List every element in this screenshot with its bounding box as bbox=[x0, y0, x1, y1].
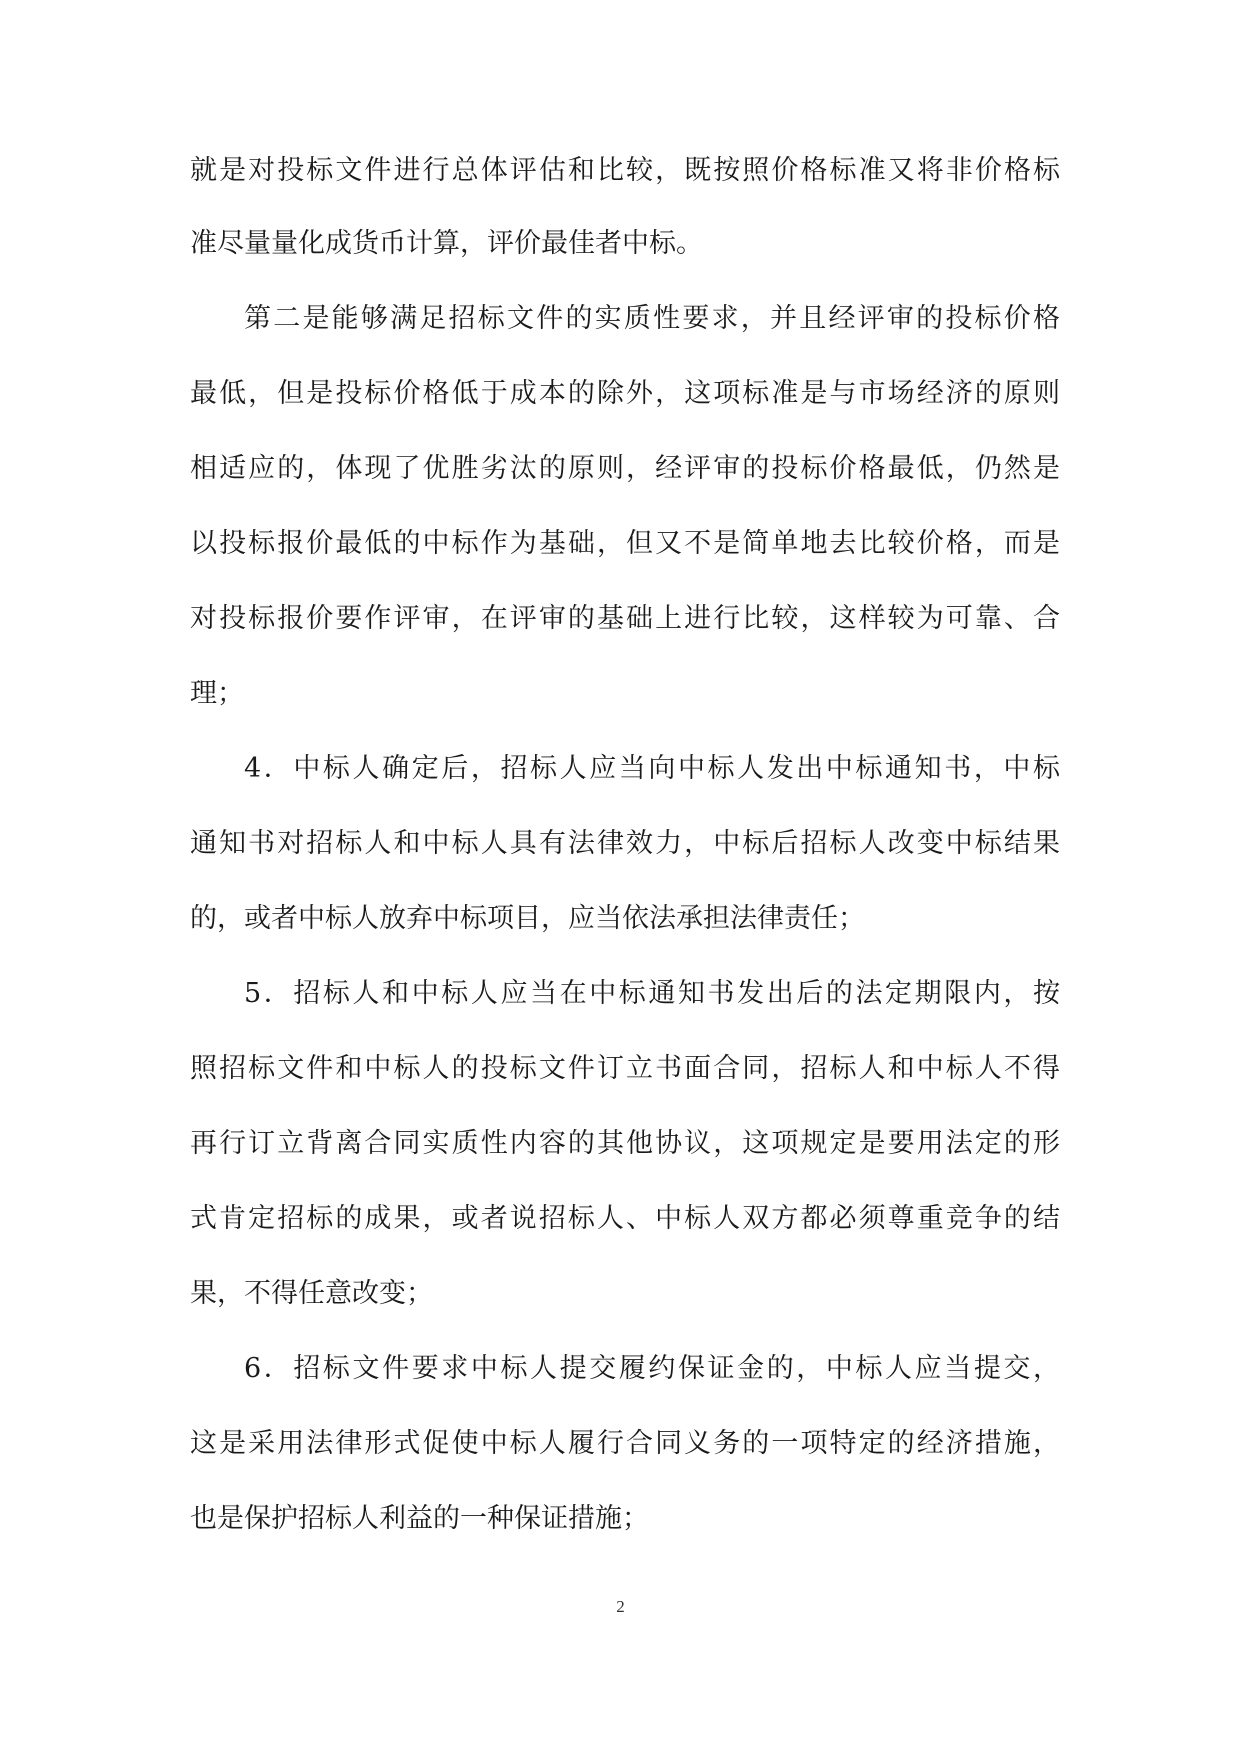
text-line: 照招标文件和中标人的投标文件订立书面合同，招标人和中标人不得 bbox=[190, 1053, 1060, 1084]
text-line: 以投标报价最低的中标作为基础，但又不是简单地去比较价格，而是 bbox=[190, 528, 1060, 559]
text-line: 6．招标文件要求中标人提交履约保证金的，中标人应当提交， bbox=[244, 1353, 1060, 1384]
text-line: 对投标报价要作评审，在评审的基础上进行比较，这样较为可靠、合 bbox=[190, 603, 1060, 634]
text-line: 第二是能够满足招标文件的实质性要求，并且经评审的投标价格 bbox=[244, 303, 1060, 334]
text-line: 式肯定招标的成果，或者说招标人、中标人双方都必须尊重竞争的结 bbox=[190, 1203, 1060, 1234]
text-line: 相适应的，体现了优胜劣汰的原则，经评审的投标价格最低，仍然是 bbox=[190, 453, 1060, 484]
text-line: 理； bbox=[190, 678, 244, 709]
text-line: 果，不得任意改变； bbox=[190, 1278, 433, 1309]
text-line: 4．中标人确定后，招标人应当向中标人发出中标通知书，中标 bbox=[244, 753, 1060, 784]
text-line: 最低，但是投标价格低于成本的除外，这项标准是与市场经济的原则 bbox=[190, 378, 1060, 409]
text-line: 这是采用法律形式促使中标人履行合同义务的一项特定的经济措施， bbox=[190, 1428, 1060, 1459]
text-line: 的，或者中标人放弃中标项目，应当依法承担法律责任； bbox=[190, 903, 865, 934]
text-line: 也是保护招标人利益的一种保证措施； bbox=[190, 1503, 649, 1534]
text-line: 准尽量量化成货币计算，评价最佳者中标。 bbox=[190, 228, 703, 259]
text-line: 就是对投标文件进行总体评估和比较，既按照价格标准又将非价格标 bbox=[190, 155, 1060, 186]
text-line: 5．招标人和中标人应当在中标通知书发出后的法定期限内，按 bbox=[244, 978, 1060, 1009]
text-line: 再行订立背离合同实质性内容的其他协议，这项规定是要用法定的形 bbox=[190, 1128, 1060, 1159]
page-number: 2 bbox=[616, 1597, 625, 1616]
text-line: 通知书对招标人和中标人具有法律效力，中标后招标人改变中标结果 bbox=[190, 828, 1060, 859]
